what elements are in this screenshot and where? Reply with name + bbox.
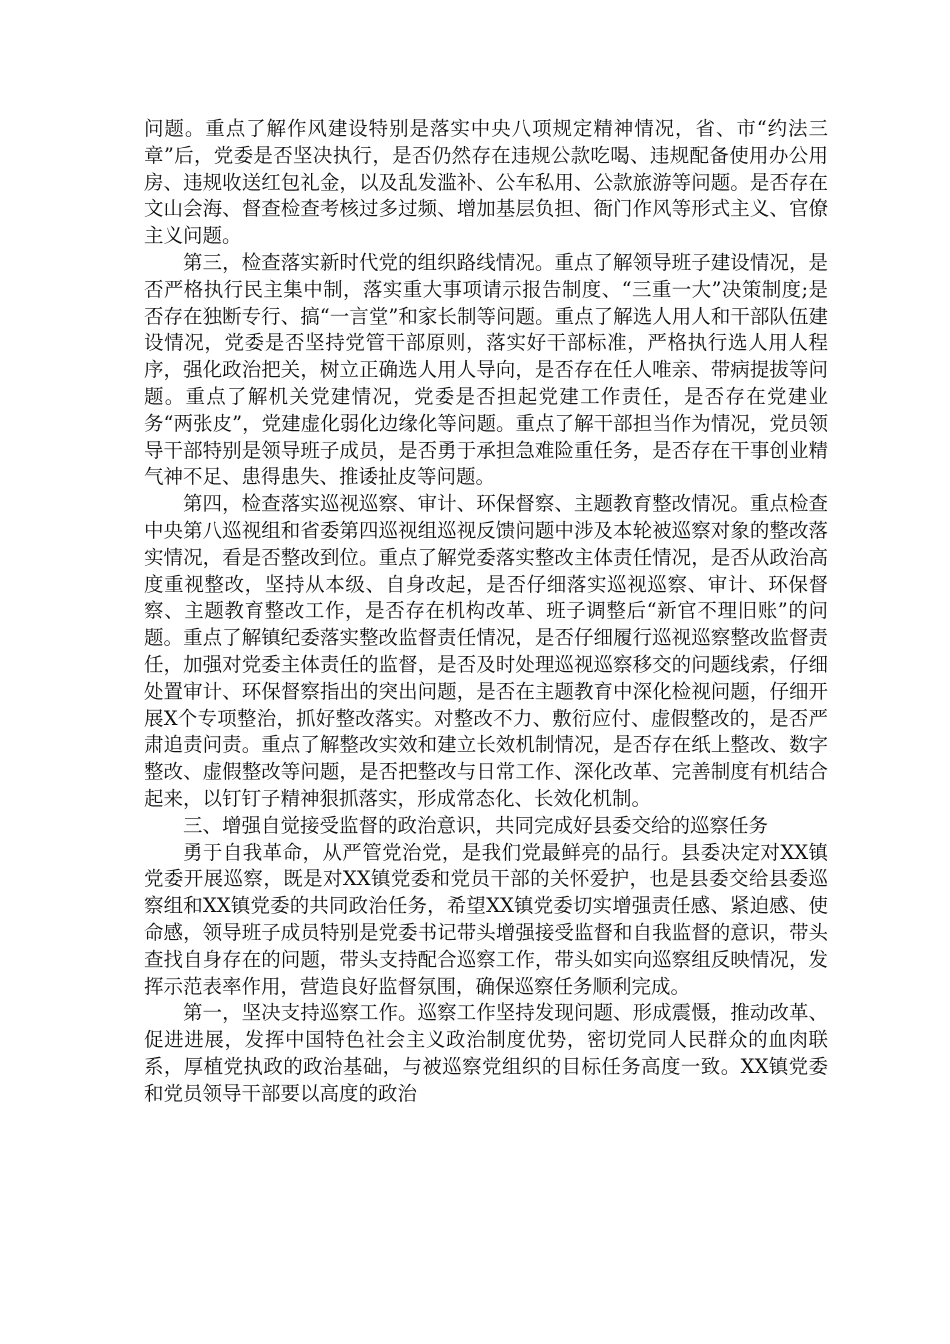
paragraph-support-inspection: 第一，坚决支持巡察工作。巡察工作坚持发现问题、形成震慑，推动改革、促进进展，发挥中国特色社会主义政治制度优势，密切党同人民群众的血肉联系，厚植党执政的政治基础，与被巡察党组织的目标任务高度一致。XX镇党委和党员领导干部要以高度的政治 <box>144 1001 828 1105</box>
paragraph-style-issues: 问题。重点了解作风建设特别是落实中央八项规定精神情况，省、市“约法三章”后，党委是否坚决执行，是否仍然存在违规公款吃喝、违规配备使用办公用房、违规收送红包礼金，以及乱发滥补、公车私用、公款旅游等问题。是否存在文山会海、督查检查考核过多过频、增加基层负担、衙门作风等形式主义、官僚主义问题。 <box>144 117 828 248</box>
section-heading-supervision: 三、增强自觉接受监督的政治意识，共同完成好县委交给的巡察任务 <box>183 813 769 837</box>
paragraph-organization-line: 第三，检查落实新时代党的组织路线情况。重点了解领导班子建设情况，是否严格执行民主集中制，落实重大事项请示报告制度、“三重一大”决策制度;是否存在独断专行、搞“一言堂”和家长制等问题。重点了解选人用人和干部队伍建设情况，党委是否坚持党管干部原则，落实好干部标准，严格执行选人用人程序，强化政治把关，树立正确选人用人导向，是否存在任人唯亲、带病提拔等问题。重点了解机关党建情况，党委是否担起党建工作责任，是否存在党建业务“两张皮”，党建虚化弱化边缘化等问题。重点了解干部担当作为情况，党员领导干部特别是领导班子成员，是否勇于承担急难险重任务，是否存在干事创业精气神不足、患得患失、推诿扯皮等问题。 <box>144 250 828 489</box>
paragraph-self-revolution: 勇于自我革命，从严管党治党，是我们党最鲜亮的品行。县委决定对XX镇党委开展巡察，既是对XX镇党委和党员干部的关怀爱护，也是县委交给县委巡察组和XX镇党委的共同政治任务，希望XX镇党委切实增强责任感、紧迫感、使命感，领导班子成员特别是党委书记带头增强接受监督和自我监督的意识，带头查找自身存在的问题，带头支持配合巡察工作，带头如实向巡察组反映情况，发挥示范表率作用，营造良好监督氛围，确保巡察任务顺利完成。 <box>144 840 828 998</box>
paragraph-rectification: 第四，检查落实巡视巡察、审计、环保督察、主题教育整改情况。重点检查中央第八巡视组和省委第四巡视组巡视反馈问题中涉及本轮被巡察对象的整改落实情况，看是否整改到位。重点了解党委落实整改主体责任情况，是否从政治高度重视整改，坚持从本级、自身改起，是否仔细落实巡视巡察、审计、环保督察、主题教育整改工作，是否存在机构改革、班子调整后“新官不理旧账”的问题。重点了解镇纪委落实整改监督责任情况，是否仔细履行巡视巡察整改监督责任，加强对党委主体责任的监督，是否及时处理巡视巡察移交的问题线索，仔细处置审计、环保督察指出的突出问题，是否在主题教育中深化检视问题，仔细开展X个专项整治，抓好整改落实。对整改不力、敷衍应付、虚假整改的，是否严肃追责问责。重点了解整改实效和建立长效机制情况，是否存在纸上整改、数字整改、虚假整改等问题，是否把整改与日常工作、深化改革、完善制度有机结合起来，以钉钉子精神狠抓落实，形成常态化、长效化机制。 <box>144 492 828 810</box>
document-page <box>144 116 828 1107</box>
